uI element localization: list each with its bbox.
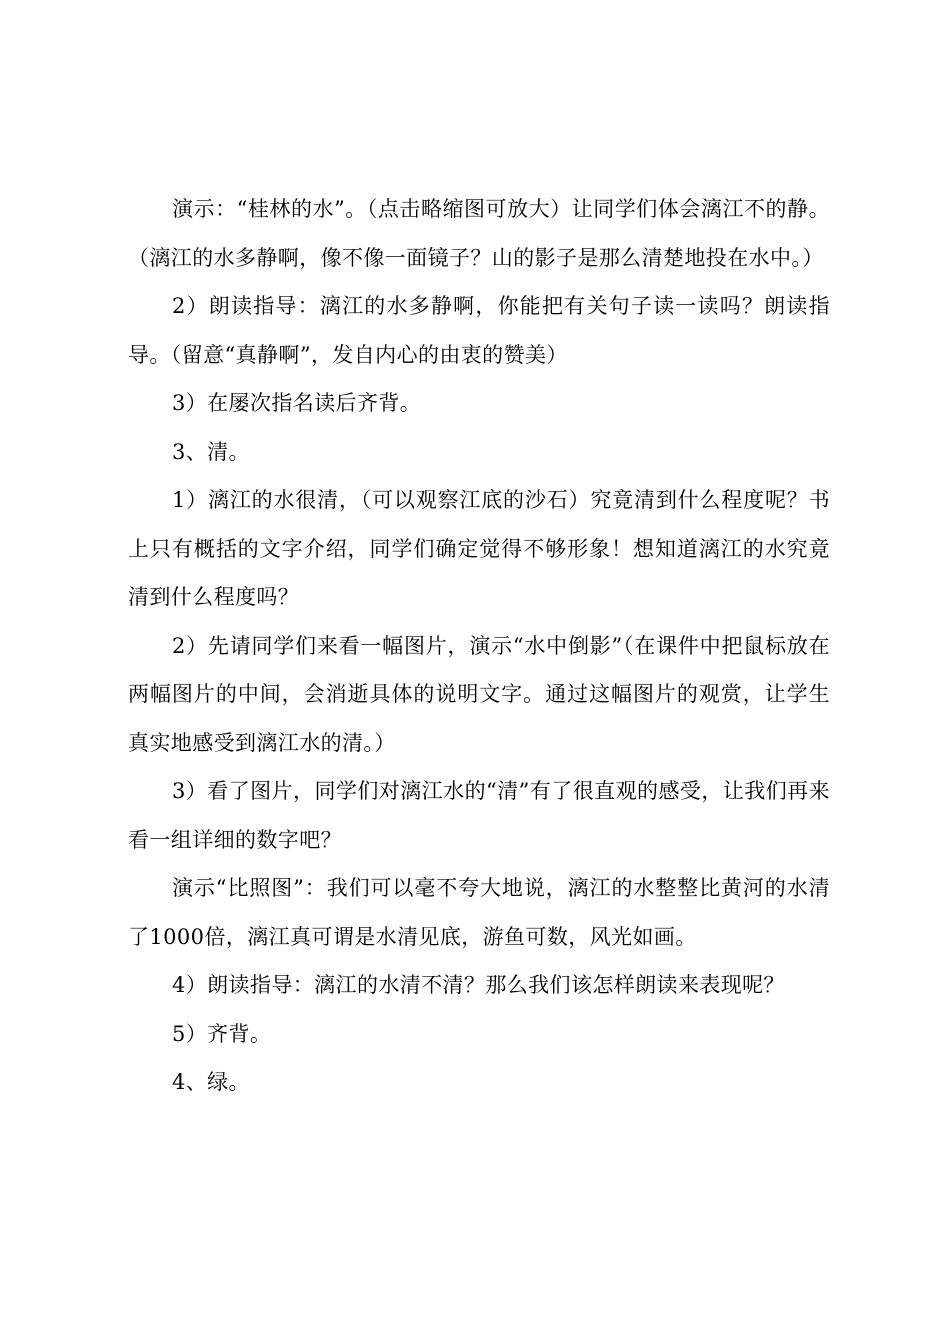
paragraph-recite-together: 3）在屡次指名读后齐背。	[172, 391, 422, 415]
document-body	[128, 185, 830, 1107]
section-heading-clear: 3、清。	[172, 439, 250, 464]
paragraph-numbers-intro: 3）看了图片，同学们对漓江水的“清”有了很直观的感受，让我们再来看一组详细的数字吧？	[128, 779, 830, 852]
section-heading-green: 4、绿。	[172, 1070, 250, 1094]
paragraph-reading-guide-calm: 2）朗读指导：漓江的水多静啊，你能把有关句子读一读吗？朗读指导。（留意“真静啊”，发自内心的由衷的赞美）	[128, 294, 830, 367]
paragraph-demo-water-calm: 演示：“桂林的水”。（点击略缩图可放大）让同学们体会漓江不的静。（漓江的水多静啊，像不像一面镜子？山的影子是那么清楚地投在水中。）	[128, 197, 830, 270]
paragraph-recite: 5）齐背。	[172, 1021, 272, 1046]
paragraph-reflection-picture: 2）先请同学们来看一幅图片，演示“水中倒影”（在课件中把鼠标放在两幅图片的中间，会消逝具体的说明文字。通过这幅图片的观赏，让学生真实地感受到漓江水的清。）	[128, 633, 830, 755]
paragraph-comparison-chart: 演示“比照图”：我们可以毫不夸大地说，漓江的水整整比黄河的水清了1000倍，漓江真可谓是水清见底，游鱼可数，风光如画。	[128, 876, 830, 949]
paragraph-water-clear-question: 1）漓江的水很清，（可以观察江底的沙石）究竟清到什么程度呢？书上只有概括的文字介绍，同学们确定觉得不够形象！想知道漓江的水究竟清到什么程度吗？	[128, 488, 830, 609]
paragraph-reading-guide-clear: 4）朗读指导：漓江的水清不清？那么我们该怎样朗读来表现呢？	[172, 973, 785, 997]
